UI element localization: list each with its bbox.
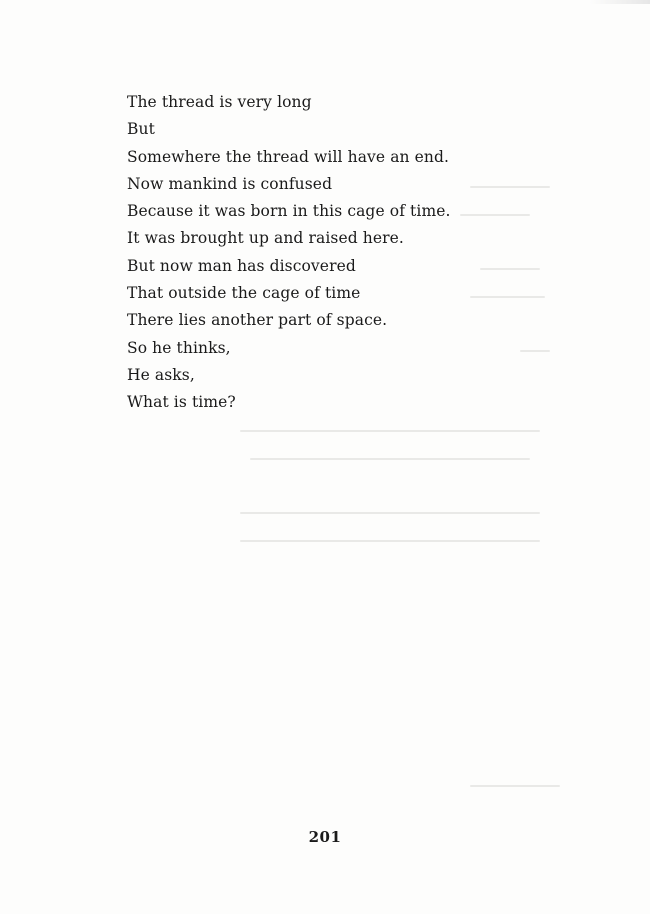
poem-line: Somewhere the thread will have an end.: [127, 147, 450, 166]
poem-line: So he thinks,: [127, 338, 231, 357]
poem-line: There lies another part of space.: [127, 311, 388, 330]
poem-line: But now man has discovered: [127, 256, 356, 275]
poem-line: That outside the cage of time: [127, 284, 361, 303]
poem-line: He asks,: [127, 365, 195, 384]
poem-line: But: [127, 120, 155, 139]
poem-line: Because it was born in this cage of time.: [127, 202, 451, 221]
poem-line: What is time?: [127, 393, 236, 412]
poem-text: [127, 89, 451, 417]
page-number: 201: [308, 828, 342, 846]
poem-line: It was brought up and raised here.: [127, 229, 404, 248]
poem-line: Now mankind is confused: [127, 174, 333, 193]
poem-line: The thread is very long: [127, 93, 312, 111]
